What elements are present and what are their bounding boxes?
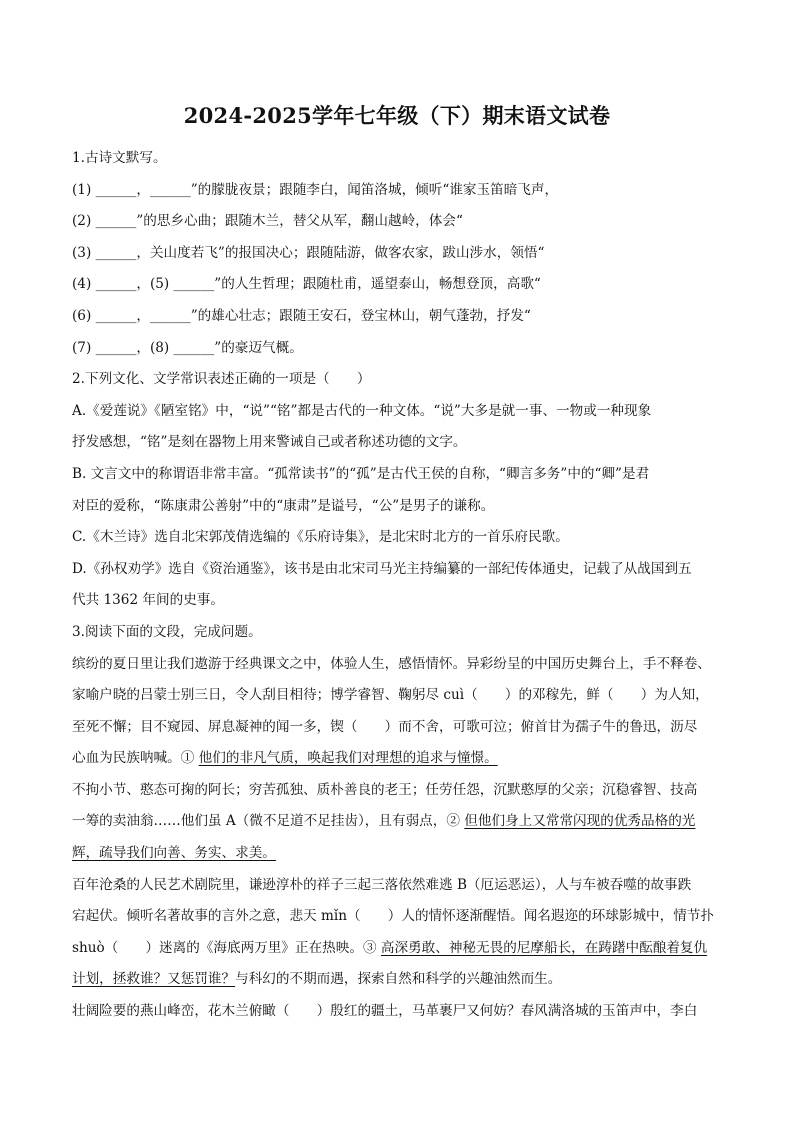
passage-p4-line-1: 壮阔险要的燕山峰峦，花木兰俯瞰（ ）殷红的疆土，马革裹尸又何妨？春风满洛城的玉笛声中，李白 bbox=[72, 1003, 698, 1020]
question-1-line-5: (6) ______，______”的雄心壮志；跟随王安石，登宝林山，朝气蓬勃，抒发“ bbox=[72, 307, 531, 324]
passage-p1-line-3: 至死不懈；目不窥园、屏息凝神的闻一多，锲（ ）而不舍，可歌可泣；俯首甘为孺子牛的鲁迅，沥尽 bbox=[72, 718, 698, 735]
question-1-line-4: (4) ______，(5) ______”的人生哲理；跟随杜甫，遥望泰山，畅想登顶，高歌“ bbox=[72, 276, 541, 293]
passage-p2-line-2-text: 一筹的卖油翁……他们虽 A（微不足道不足挂齿），且有弱点，② bbox=[72, 813, 465, 830]
exam-title: 2024-2025学年七年级（下）期末语文试卷 bbox=[183, 103, 611, 128]
question-1-line-3: (3) ______，关山度若飞”的报国决心；跟随陆游，做客农家，跋山涉水，领悟“ bbox=[72, 244, 545, 261]
passage-p2-line-1: 不拘小节、憨态可掬的阿长；穷苦孤独、质朴善良的老王；任劳任怨，沉默憨厚的父亲；沉稳睿智、技高 bbox=[72, 781, 698, 798]
question-2-option-d-line-2: 代共 1362 年间的史事。 bbox=[72, 592, 224, 609]
underlined-sentence-1: 他们的非凡气质，唤起我们对理想的追求与憧憬。 bbox=[198, 750, 498, 767]
passage-p3-line-4 bbox=[72, 964, 727, 996]
question-2-option-a-line-1: A.《爱莲说》《陋室铭》中，“说”“铭”都是古代的一种文体。“说”大多是就一事、一物或一种现象 bbox=[72, 402, 652, 419]
exam-content bbox=[72, 143, 727, 1028]
underlined-sentence-3-part-2: 计划，拯救谁？又惩罚谁？ bbox=[72, 971, 236, 988]
question-2-option-a-line-2: 抒发感想，“铭”是刻在器物上用来警诫自己或者称述功德的文字。 bbox=[72, 434, 467, 451]
underlined-sentence-3-part-1: 高深勇敢、神秘无畏的尼摩船长，在踌躇中酝酿着复仇 bbox=[380, 939, 708, 956]
passage-p3-line-3-text: shuò（ ）迷离的《海底两万里》正在热映。③ bbox=[72, 939, 381, 956]
question-2-option-c: C.《木兰诗》选自北宋郭茂倩选编的《乐府诗集》，是北宋时北方的一首乐府民歌。 bbox=[72, 529, 569, 546]
question-1-line-6: (7) ______，(8) ______”的豪迈气概。 bbox=[72, 339, 303, 356]
passage-p2-line-2 bbox=[72, 806, 727, 838]
passage-p3-line-2: 宕起伏。倾听名著故事的言外之意，悲天 mǐn（ ）人的情怀逐渐醒悟。闻名遐迩的环球影城中，情节扑 bbox=[72, 908, 715, 925]
underlined-sentence-2-part-1: 但他们身上又常常闪现的优秀品格的光 bbox=[464, 813, 696, 830]
question-1-stem: 1.古诗文默写。 bbox=[72, 150, 167, 166]
question-2-option-b-line-2: 对臣的爱称，“陈康肃公善射”中的“康肃”是谥号，“公”是男子的谦称。 bbox=[72, 497, 495, 514]
question-3-stem: 3.阅读下面的文段，完成问题。 bbox=[72, 623, 262, 640]
passage-p3-line-4-text: 与科幻的不期而遇，探索自然和科学的兴趣油然而生。 bbox=[235, 971, 562, 988]
question-1-line-2: (2) ______”的思乡心曲；跟随木兰，替父从军，翻山越岭，体会“ bbox=[72, 213, 463, 230]
question-2-stem: 2.下列文化、文学常识表述正确的一项是（ ） bbox=[72, 371, 371, 388]
question-2-option-b-line-1: B. 文言文中的称谓语非常丰富。“孤常读书”的“孤”是古代王侯的自称，“卿言多务”中的“卿”是君 bbox=[72, 465, 650, 482]
passage-p3-line-1: 百年沧桑的人民艺术剧院里，谦逊淳朴的祥子三起三落依然难逃 B（厄运恶运），人与车被吞噬的故事跌 bbox=[72, 876, 692, 893]
question-1-line-1: (1) ______，______”的朦胧夜景；跟随李白，闻笛洛城，倾听“谁家玉笛暗飞声， bbox=[72, 181, 559, 198]
passage-p1-line-4 bbox=[72, 743, 727, 775]
passage-p1-line-1: 缤纷的夏日里让我们遨游于经典课文之中，体验人生，感悟情怀。异彩纷呈的中国历史舞台上，手不释卷、 bbox=[72, 655, 711, 672]
passage-p1-line-4-text: 心血为民族呐喊。① bbox=[72, 750, 199, 767]
passage-p3-line-3 bbox=[72, 933, 727, 965]
passage-p2-line-3 bbox=[72, 838, 727, 870]
passage-p1-line-2: 家喻户晓的吕蒙士别三日，令人刮目相待；博学睿智、鞠躬尽 cuì（ ）的邓稼先，鲜（ ）为人知， bbox=[72, 687, 709, 704]
question-2-option-d-line-1: D.《孙权劝学》选自《资治通鉴》，该书是由北宋司马光主持编纂的一部纪传体通史，记载了从战国到五 bbox=[72, 560, 692, 577]
underlined-sentence-2-part-2: 辉，疏导我们向善、务实、求美。 bbox=[72, 845, 276, 862]
